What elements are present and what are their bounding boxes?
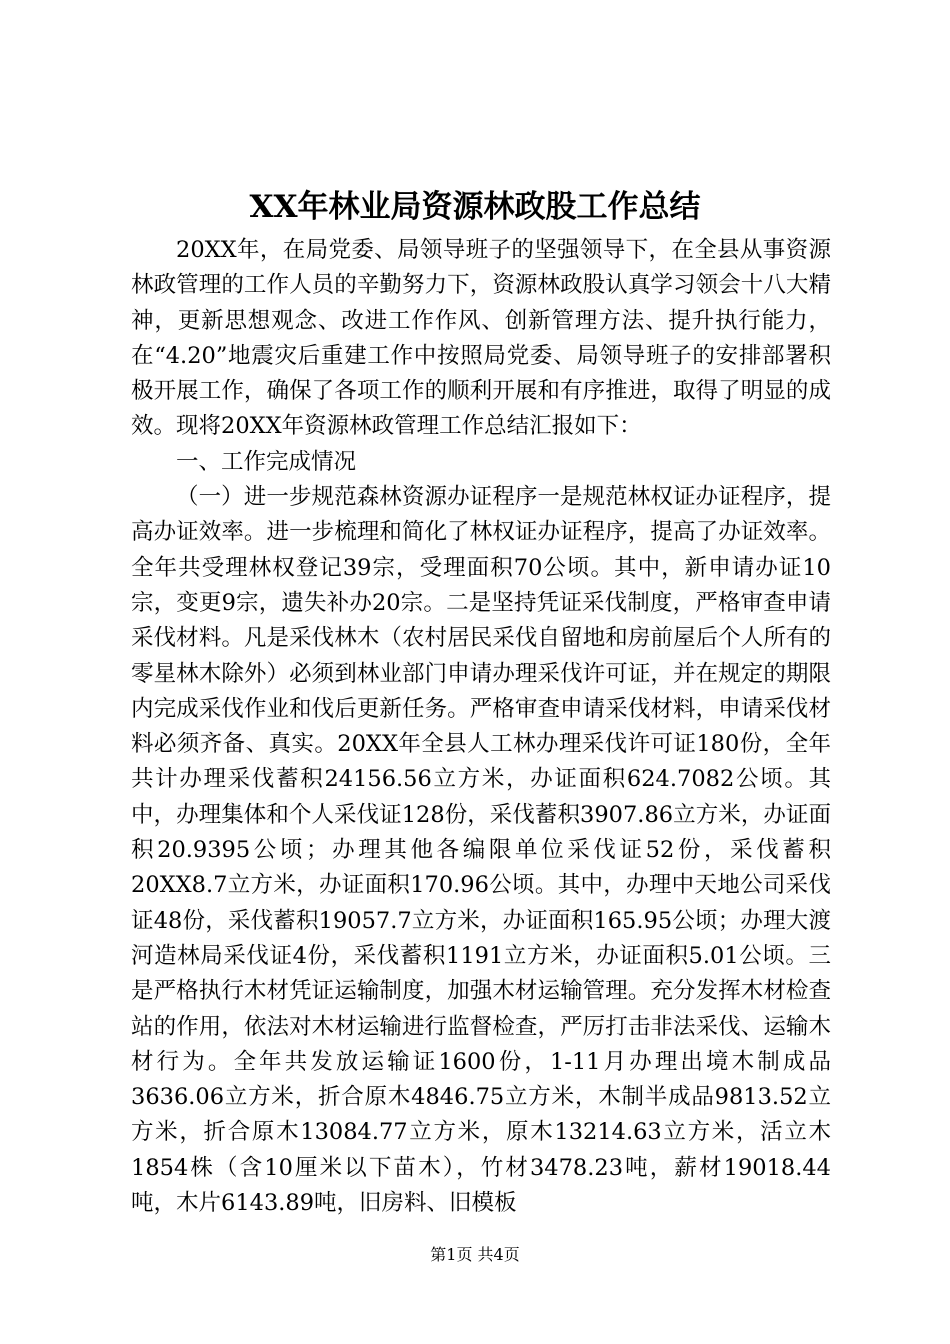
subsection-paragraph: （一）进一步规范森林资源办证程序一是规范林权证办证程序，提高办证效率。进一步梳理和简化了林权证办证程序，提高了办证效率。全年共受理林权登记39宗，受理面积70公顷。其中，新申请办证10宗，变更9宗，遗失补办20宗。二是坚持凭证采伐制度，严格审查申请采伐材料。凡是采伐林木（农村居民采伐自留地和房前屋后个人所有的零星林木除外）必须到林业部门申请办理采伐许可证，并在规定的期限内完成采伐作业和伐后更新任务。严格审查申请采伐材料，申请采伐材料必须齐备、真实。20XX年全县人工林办理采伐许可证180份，全年共计办理采伐蓄积24156.56立方米，办证面积624.7082公顷。其中，办理集体和个人采伐证128份，采伐蓄积3907.86立方米，办证面积20.9395公顷；办理其他各编限单位采伐证52份，采伐蓄积20XX8.7立方米，办证面积170.96公顷。其中，办理中天地公司采伐证48份，采伐蓄积19057.7立方米，办证面积165.95公顷；办理大渡河造林局采伐证4份，采伐蓄积1191立方米，办证面积5.01公顷。三是严格执行木材凭证运输制度，加强木材运输管理。充分发挥木材检查站的作用，依法对木材运输进行监督检查，严厉打击非法采伐、运输木材行为。全年共发放运输证1600份，1-11月办理出境木制成品3636.06立方米，折合原木4846.75立方米，木制半成品9813.52立方米，折合原木13084.77立方米，原木13214.63立方米，活立木1854株（含10厘米以下苗木），竹材3478.23吨，薪材19018.44吨，木片6143.89吨，旧房料、旧模板 <box>131 484 831 1217</box>
page-footer: 第1页 共4页 <box>430 1245 520 1264</box>
intro-paragraph: 20XX年，在局党委、局领导班子的坚强领导下，在全县从事资源林政管理的工作人员的辛勤努力下，资源林政股认真学习领会十八大精神，更新思想观念、改进工作作风、创新管理方法、提升执行能力，在“4.20”地震灾后重建工作中按照局党委、局领导班子的安排部署积极开展工作，确保了各项工作的顺利开展和有序推进，取得了明显的成效。现将20XX年资源林政管理工作总结汇报如下： <box>131 237 831 440</box>
section-heading: 一、工作完成情况 <box>176 448 357 475</box>
document-body <box>131 233 831 1221</box>
document-title: XX年林业局资源林政股工作总结 <box>249 189 701 225</box>
